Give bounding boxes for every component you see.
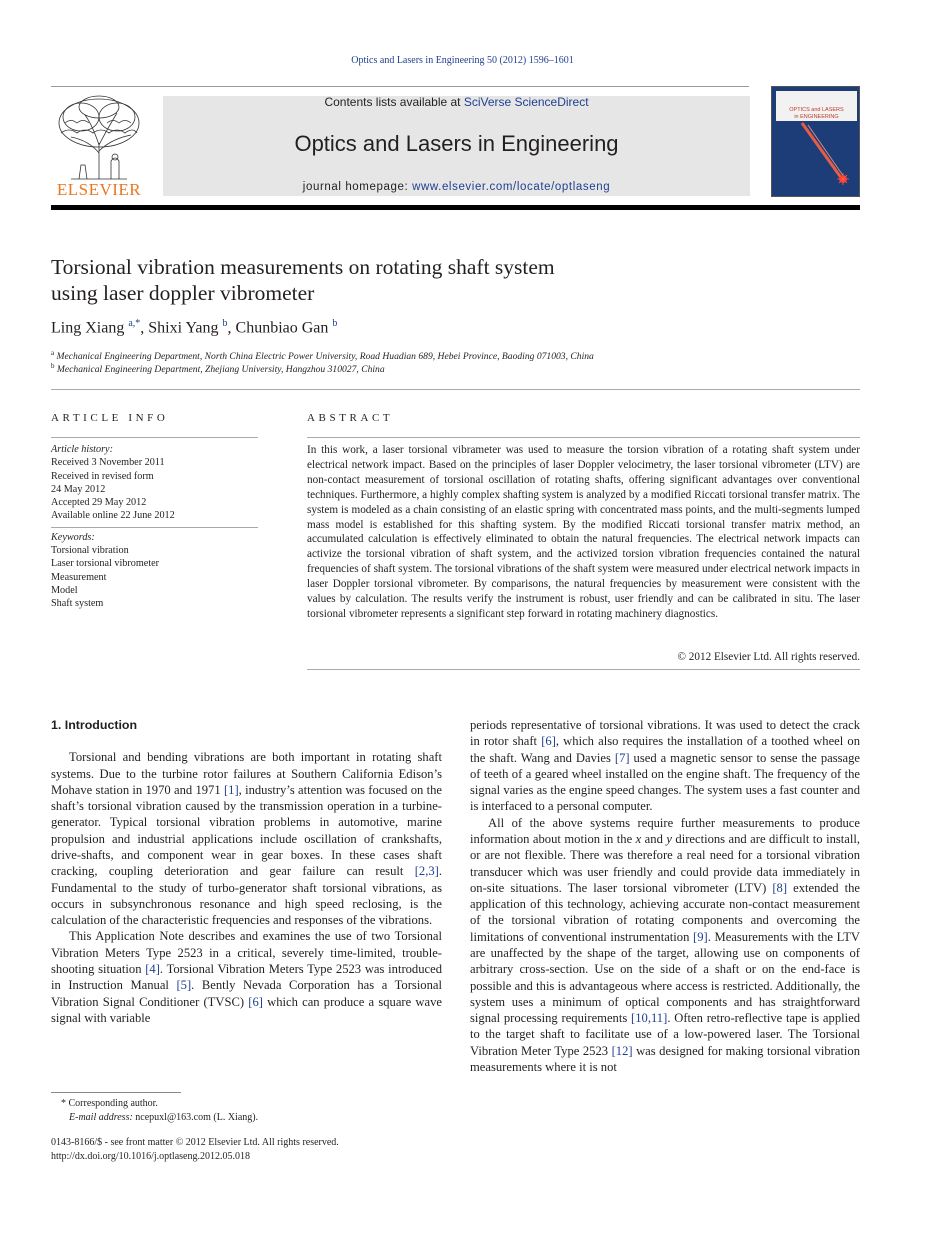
keyword: Shaft system bbox=[51, 598, 104, 610]
affiliation-mark: b bbox=[51, 362, 55, 370]
article-title bbox=[51, 254, 811, 306]
citation-ref-link[interactable]: [6] bbox=[541, 734, 556, 749]
paragraph-text: periods representative of torsional vibrations. It was used to detect the crack in rotor shaft bbox=[470, 718, 860, 749]
paragraph-text: . Measurements with the LTV are unaffected by the shape of the target, allowing use on components of arbitrary cross-section. Use on the side of a shaft or on the end-face is possible and this is advantageous where access is restricted. Additionally, the system uses a minimum of optical components and has straightforward signal processing requirements bbox=[470, 929, 860, 1026]
author-affiliation-mark[interactable]: a,* bbox=[128, 318, 141, 329]
italic-variable: x bbox=[635, 831, 642, 846]
header-top-rule bbox=[51, 86, 749, 87]
email-label: E-mail address: bbox=[69, 1111, 133, 1123]
history-line: Available online 22 June 2012 bbox=[51, 510, 175, 522]
title-line-1: Torsional vibration measurements on rotating shaft system bbox=[51, 255, 555, 279]
citation-ref-link[interactable]: [10,11] bbox=[631, 1011, 668, 1026]
author-affiliation-mark[interactable]: b bbox=[222, 318, 228, 329]
paragraph-text: . Torsional Vibration Meters Type 2523 was introduced in Instruction Manual bbox=[51, 961, 443, 993]
history-line: Received in revised form bbox=[51, 470, 154, 482]
footnote-rule bbox=[51, 1092, 181, 1093]
paragraph-text: . Bently Nevada Corporation has a Torsional Vibration Signal Conditioner (TVSC) bbox=[51, 978, 442, 1009]
body-paragraph bbox=[470, 815, 860, 1076]
keyword: Measurement bbox=[51, 571, 107, 583]
citation-ref-link[interactable]: [7] bbox=[614, 750, 630, 765]
author-name: Shixi Yang bbox=[148, 319, 219, 337]
citation-ref-link[interactable]: [4] bbox=[145, 961, 160, 976]
citation-ref-link[interactable]: [5] bbox=[176, 978, 192, 993]
body-paragraph bbox=[470, 717, 860, 815]
keyword: Torsional vibration bbox=[51, 545, 129, 557]
journal-citation[interactable]: Optics and Lasers in Engineering 50 (2012) 1596–1601 bbox=[351, 55, 574, 66]
article-info bbox=[51, 443, 258, 611]
abstract-rule bbox=[307, 437, 860, 438]
contents-prefix: Contents lists available at bbox=[324, 95, 464, 109]
journal-cover-thumbnail bbox=[771, 86, 860, 197]
affiliation-a bbox=[51, 349, 594, 362]
bottom-metadata bbox=[51, 1136, 339, 1164]
citation-ref-link[interactable]: [1] bbox=[223, 782, 239, 797]
email-address[interactable]: ncepuxl@163.com (L. Xiang). bbox=[135, 1111, 259, 1123]
abstract-text: In this work, a laser torsional vibrameter was used to measure the torsion vibration of a rotating shaft system under electrical network impact. Based on the principles of laser Doppler velocimetry, the laser torsional vibrometer (LTV) are non-contact measurement of torsional oscillation of rotating shafts, offering significant advantages over conventional techniques. Furthermore, a highly complex shafting system is analyzed by a modified Riccati torsional transfer matrix. The system is modeled as a chain consisting of an elastic spring with concentrated mass points, and the multi-segments lumped mass model is established for this shafting system. By the modified Riccati torsional transfer matrix method, an accumulated calculation is effectively eliminated to obtain the natural frequencies. The electrical network impacts can activize the torsional vibration of shaft system, and the activized torsion vibration frequencies contained the natural frequencies of shaft system. The torsional vibrations of the shaft system were measured under electrical network impacts in laser Doppler torsional vibrometer. By comparisons, the natural frequencies by measurement were consistent with the values by calculation. The results verify the instrument is robust, user friendly and can be calibrated in situ. The laser torsional vibrometer represents a significant step forward in rotating machinery diagnostics. bbox=[307, 444, 860, 620]
author-name: Ling Xiang bbox=[51, 319, 125, 337]
paragraph-text: and bbox=[641, 831, 667, 846]
paragraph-text: . Fundamental to the study of turbo-generator shaft torsional vibrations, as occurs in subsynchronous resonance and high speed reclosing, is the calculation of the characteristic frequencies and responses of the vibrations. bbox=[51, 864, 442, 928]
author-affiliation-mark[interactable]: b bbox=[332, 318, 338, 329]
homepage-link[interactable]: www.elsevier.com/locate/optlaseng bbox=[412, 181, 611, 193]
keywords-rule bbox=[51, 527, 258, 528]
history-line: 24 May 2012 bbox=[51, 483, 106, 495]
keywords-label: Keywords: bbox=[51, 531, 95, 543]
homepage-prefix: journal homepage: bbox=[302, 181, 413, 193]
paragraph-text: which can produce a square wave signal with variable bbox=[51, 994, 442, 1025]
affiliation-b bbox=[51, 362, 385, 375]
citation-ref-link[interactable]: [8] bbox=[772, 880, 788, 895]
body-paragraph bbox=[51, 749, 442, 928]
sciencedirect-link[interactable]: SciVerse ScienceDirect bbox=[463, 95, 589, 109]
body-column-left bbox=[51, 717, 442, 1026]
cover-title-line1: OPTICS and LASERS bbox=[789, 107, 844, 113]
paragraph-text: , which also requires the installation of a toothed wheel on the shaft. Wang and Davies bbox=[470, 734, 860, 765]
history-label: Article history: bbox=[51, 444, 113, 455]
paragraph-text: was designed for making torsional vibration measurements where it is not bbox=[470, 1043, 860, 1074]
citation-ref-link[interactable]: [2,3] bbox=[414, 864, 439, 879]
italic-variable: y bbox=[666, 831, 672, 846]
history-line: Accepted 29 May 2012 bbox=[51, 497, 147, 509]
citation-ref-link[interactable]: [9] bbox=[693, 929, 708, 944]
paragraph-text: extended the application of this technology, achieving accurate non-contact measurement of the torsional vibration of rotating components and overcoming the limitations of conventional instrumentation bbox=[470, 880, 861, 944]
header-thick-rule bbox=[51, 205, 860, 210]
abstract-bottom-rule bbox=[307, 669, 860, 670]
affiliation-text: Mechanical Engineering Department, Zhejiang University, Hangzhou 310027, China bbox=[56, 364, 385, 376]
abstract-heading: ABSTRACT bbox=[307, 412, 394, 424]
cover-title-line2: in ENGINEERING bbox=[794, 114, 839, 120]
asterisk-mark: * bbox=[61, 1098, 66, 1109]
paragraph-text: This Application Note describes and examines the use of two Torsional Vibration Meters Type 2523 in a critical, severely time-limited, trouble-shooting situation bbox=[51, 929, 442, 976]
paragraph-text: directions and are difficult to install, or are not flexible. There was therefore a real need for a torsional vibration transducer which was user friendly and could provide data immediately in on-site situations. The laser torsional vibrometer (LTV) bbox=[470, 831, 861, 895]
paragraph-text: . Often retro-reflective tape is applied to the target shaft to facilitate use of a low-powered laser. The Torsional Vibration Meter Type 2523 bbox=[470, 1011, 861, 1058]
journal-homepage bbox=[163, 181, 750, 193]
title-line-2: using laser doppler vibrometer bbox=[51, 281, 315, 305]
citation-ref-link[interactable]: [12] bbox=[611, 1043, 633, 1058]
paragraph-text: used a magnetic sensor to sense the passage of teeth of a geared wheel installed on the engine shaft. The frequency of the signal varies as the engine speed changes. The system uses a fast counter and is interfaced to a personal computer. bbox=[470, 750, 860, 814]
affiliation-text: Mechanical Engineering Department, North China Electric Power University, Road Huadian 689, Hebei Province, Baoding 071003, China bbox=[56, 351, 594, 363]
paragraph-text: , industry’s attention was focused on the shaft’s torsional vibration caused by the transmission operation in a turbine-generator. Typical torsional vibration problems in automotive, marine propulsion and industrial applications include oscillation of crankshafts, drive-shafts, and component wear in gear boxes. In these cases shaft cracking, coupling deterioration and gear failure can result bbox=[51, 782, 442, 879]
contents-line bbox=[163, 95, 750, 109]
author-list: Ling Xiang $^{a,*}$, Shixi Yang $^b$, Chunbiao Gan $^b$ bbox=[51, 318, 338, 337]
affiliation-mark: a bbox=[51, 349, 55, 357]
history-line: Received 3 November 2011 bbox=[51, 457, 165, 469]
body-paragraph bbox=[51, 928, 442, 1026]
section-heading-introduction: 1. Introduction bbox=[51, 718, 138, 732]
article-info-heading: ARTICLE INFO bbox=[51, 412, 169, 424]
abstract-copyright: © 2012 Elsevier Ltd. All rights reserved. bbox=[677, 651, 860, 663]
keyword: Laser torsional vibrometer bbox=[51, 558, 160, 570]
title-separator-rule bbox=[51, 389, 860, 390]
journal-title: Optics and Lasers in Engineering bbox=[294, 131, 619, 156]
keyword: Model bbox=[51, 584, 78, 596]
paragraph-text: All of the above systems require further measurements to produce information about motion in the bbox=[470, 815, 860, 846]
article-info-rule bbox=[51, 437, 258, 438]
doi-link[interactable]: http://dx.doi.org/10.1016/j.optlaseng.2012.05.018 bbox=[51, 1151, 250, 1162]
corresponding-author-note: Corresponding author. bbox=[68, 1098, 158, 1109]
citation-ref-link[interactable]: [6] bbox=[248, 994, 263, 1009]
paragraph-text: Torsional and bending vibrations are both important in rotating shaft systems. Due to the turbine rotor failures at Southern California Edison’s Mohave station in 1970 and 1971 bbox=[51, 750, 442, 797]
author-name: Chunbiao Gan bbox=[235, 319, 329, 337]
issn-line: 0143-8166/$ - see front matter © 2012 Elsevier Ltd. All rights reserved. bbox=[51, 1137, 339, 1148]
elsevier-wordmark: ELSEVIER bbox=[56, 180, 142, 199]
body-column-right bbox=[470, 717, 860, 1075]
footnote bbox=[51, 1097, 258, 1124]
